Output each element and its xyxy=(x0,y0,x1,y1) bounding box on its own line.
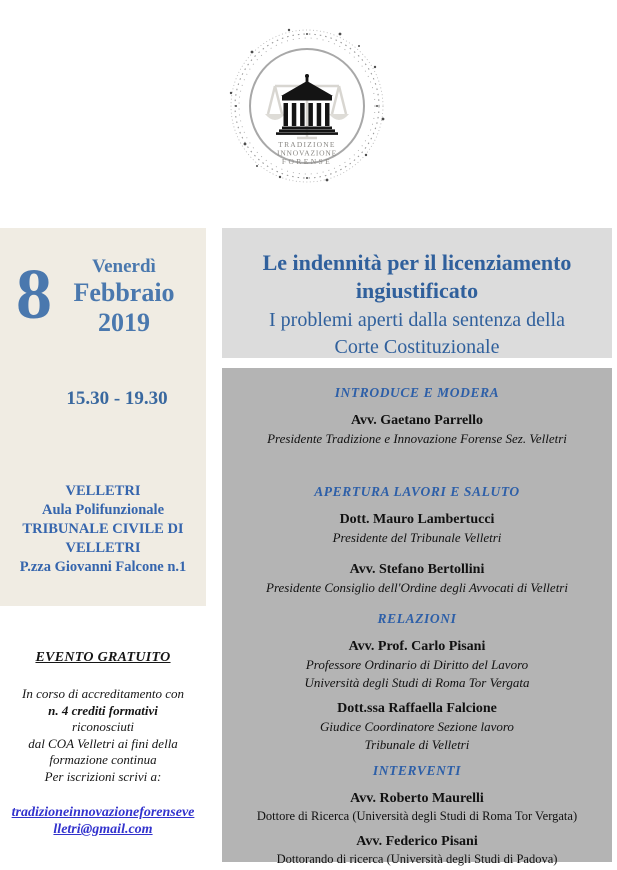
location-line: VELLETRI xyxy=(65,540,141,556)
speaker-entry xyxy=(222,639,612,691)
program-panel xyxy=(222,368,612,866)
event-time: 15.30 - 19.30 xyxy=(66,388,168,409)
note-line: Per iscrizioni scrivi a: xyxy=(44,768,162,784)
logo-word-forense: FORENSE xyxy=(281,157,333,166)
year-label: 2019 xyxy=(98,308,150,337)
speaker-name: Dott.ssa Raffaella Falcione xyxy=(337,701,497,716)
credits-line: n. 4 crediti formativi xyxy=(48,702,158,718)
location-line: VELLETRI xyxy=(65,483,141,499)
event-details-sidebar xyxy=(0,228,206,606)
event-title-panel xyxy=(222,228,612,358)
tradizione-innovazione-forense-logo xyxy=(227,26,387,186)
logo-word-tradizione: TRADIZIONE xyxy=(278,140,336,149)
logo-word-innovazione: INNOVAZIONE xyxy=(277,148,337,158)
speaker-role: Presidente del Tribunale Velletri xyxy=(332,530,502,545)
note-line: riconosciuti xyxy=(71,719,135,734)
speaker-role: Tribunale di Velletri xyxy=(364,737,470,752)
speaker-name: Avv. Stefano Bertollini xyxy=(349,562,485,577)
email-line: lletri@gmail.com xyxy=(53,822,153,837)
section-header-interventi: INTERVENTI xyxy=(372,763,462,778)
section-header-introduce-e-modera: INTRODUCE E MODERA xyxy=(334,385,500,400)
event-location xyxy=(0,482,206,577)
speaker-name: Avv. Federico Pisani xyxy=(356,834,478,849)
section-header-relazioni: RELAZIONI xyxy=(377,611,457,626)
speaker-name: Avv. Roberto Maurelli xyxy=(350,791,484,806)
event-subtitle: I problemi aperti dalla sentenza della Corte Costituzionale xyxy=(269,309,565,358)
speaker-role: Professore Ordinario di Diritto del Lavoro xyxy=(305,657,529,672)
email-line: tradizioneinnovazioneforenseve xyxy=(11,805,195,820)
date-text xyxy=(52,254,196,338)
registration-email-link[interactable] xyxy=(0,804,206,838)
speaker-name: Avv. Gaetano Parrello xyxy=(350,413,484,428)
courthouse-scales-logo-icon xyxy=(227,26,387,186)
weekday-label: Venerdì xyxy=(92,256,156,277)
speaker-role: Università degli Studi di Roma Tor Vergata xyxy=(304,675,530,690)
speaker-entry xyxy=(222,413,612,447)
month-label: Febbraio xyxy=(73,278,175,307)
speaker-entry xyxy=(222,512,612,546)
speaker-role: Presidente Consiglio dell'Ordine degli Avvocati di Velletri xyxy=(266,580,568,595)
speaker-name: Dott. Mauro Lambertucci xyxy=(339,512,495,527)
day-number: 8 xyxy=(16,254,52,334)
accreditation-note xyxy=(0,686,206,785)
speaker-role: Presidente Tradizione e Innovazione Forense Sez. Velletri xyxy=(267,431,567,446)
speaker-role: Dottore di Ricerca (Università degli Studi di Roma Tor Vergata) xyxy=(256,809,578,823)
speaker-role: Giudice Coordinatore Sezione lavoro xyxy=(320,719,514,734)
event-title: Le indennità per il licenziamento ingiustificato xyxy=(262,250,572,303)
free-event-section xyxy=(0,650,206,838)
free-event-title: EVENTO GRATUITO xyxy=(35,650,171,665)
note-line: formazione continua xyxy=(49,752,157,767)
speaker-entry xyxy=(222,562,612,596)
speaker-name: Avv. Prof. Carlo Pisani xyxy=(348,639,486,654)
location-line: P.zza Giovanni Falcone n.1 xyxy=(19,559,187,575)
speaker-entry xyxy=(222,834,612,868)
section-header-apertura-lavori: APERTURA LAVORI E SALUTO xyxy=(314,484,520,499)
location-line: TRIBUNALE CIVILE DI xyxy=(22,521,184,537)
speaker-role: Dottorando di ricerca (Università degli Studi di Padova) xyxy=(276,852,558,866)
location-line: Aula Polifunzionale xyxy=(41,502,165,518)
speaker-entry xyxy=(222,701,612,753)
speaker-entry xyxy=(222,791,612,825)
event-date xyxy=(0,228,206,338)
note-line: In corso di accreditamento con xyxy=(22,686,184,701)
note-line: dal COA Velletri ai fini della xyxy=(28,735,178,751)
